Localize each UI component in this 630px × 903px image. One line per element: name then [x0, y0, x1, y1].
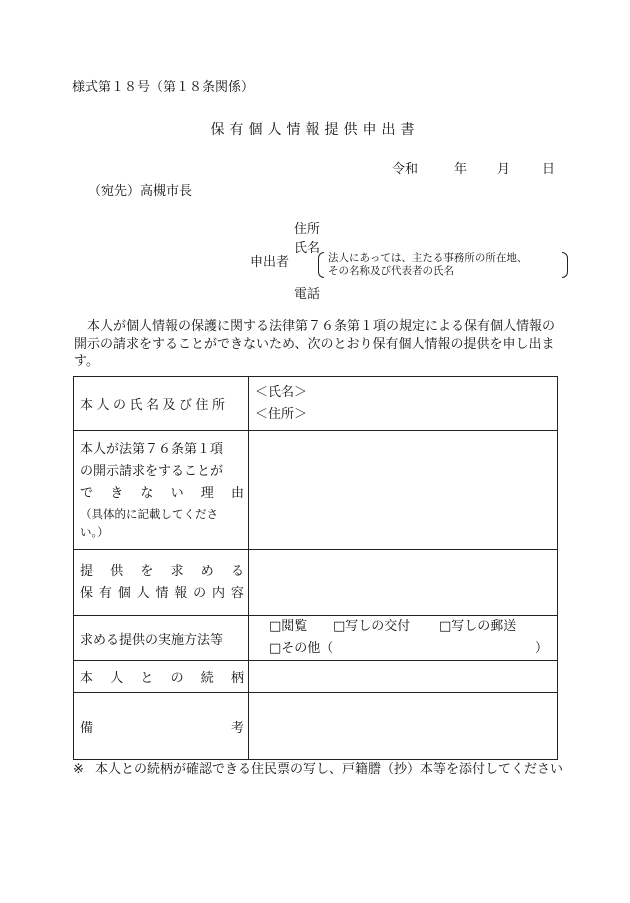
- footnote-text: 本人との続柄が確認できる住民票の写し、戸籍謄（抄）本等を添付してください: [95, 762, 564, 777]
- reason-line2: の開示請求をすることが: [80, 464, 224, 479]
- table-row: [74, 661, 558, 693]
- relationship-value-cell[interactable]: [249, 661, 558, 693]
- remarks-label: 備 考: [80, 720, 244, 736]
- reason-line4: （具体的に記載してくださ: [80, 507, 218, 521]
- option-copy-delivery-checkbox[interactable]: □写しの交付: [333, 619, 411, 634]
- principal-label: [80, 394, 244, 413]
- date-year: 年: [454, 162, 468, 177]
- request-table: [73, 376, 558, 760]
- method-options-line1: [269, 616, 551, 638]
- corporate-note: [318, 252, 568, 278]
- applicant-address-label: 住所: [294, 222, 321, 237]
- method-label-cell: [74, 616, 249, 661]
- principal-label-text: 本人の氏名及び住所: [80, 398, 229, 413]
- content-line1: 提 供 を 求 め る: [80, 563, 244, 579]
- form-number: 様式第１８号（第１８条関係）: [72, 80, 255, 95]
- principal-value-cell[interactable]: [249, 377, 558, 431]
- applicant-name-label: 氏名: [294, 241, 321, 256]
- option-other-checkbox[interactable]: □その他（: [269, 641, 334, 656]
- option-other-close: ）: [535, 641, 549, 656]
- date-line: [392, 158, 555, 177]
- date-era: 令和: [392, 162, 419, 177]
- table-row: [74, 550, 558, 616]
- reason-value-cell[interactable]: [249, 431, 558, 550]
- principal-label-cell: [74, 377, 249, 431]
- applicant-phone-label: 電話: [294, 287, 321, 302]
- option-copy-mail-checkbox[interactable]: □写しの郵送: [439, 619, 517, 634]
- principal-address-placeholder: ＜住所＞: [255, 406, 308, 422]
- date-month: 月: [497, 162, 511, 177]
- reason-line3: で き な い 理 由: [80, 486, 244, 501]
- applicant-label: 申出者: [250, 255, 290, 270]
- addressee: （宛先）高槻市長: [88, 184, 193, 199]
- table-row: [74, 616, 558, 661]
- request-statement: 本人が個人情報の保護に関する法律第７６条第１項の規定による保有個人情報の開示の請求をすることができないため、次のとおり保有個人情報の提供を申し出ます。: [74, 319, 556, 369]
- footnote: [73, 762, 563, 778]
- content-line2: 保 有 個 人 情 報 の 内 容: [80, 585, 244, 601]
- method-label: 求める提供の実施方法等: [80, 632, 224, 648]
- corporate-note-line1: 法人にあっては、主たる事務所の所在地、: [328, 252, 528, 264]
- method-value-cell: [249, 616, 558, 661]
- date-day: 日: [542, 162, 556, 177]
- footnote-mark: ※: [73, 762, 84, 777]
- content-label-cell: [74, 550, 249, 616]
- reason-line1: 本人が法第７６条第１項: [80, 442, 224, 457]
- table-row: [74, 693, 558, 760]
- method-options-line2: [269, 638, 551, 660]
- remarks-value-cell[interactable]: [249, 693, 558, 760]
- principal-name-placeholder: ＜氏名＞: [255, 384, 308, 400]
- relationship-label-cell: [74, 661, 249, 693]
- document-title: 保有個人情報提供申出書: [210, 122, 420, 138]
- content-value-cell[interactable]: [249, 550, 558, 616]
- option-view-checkbox[interactable]: □閲覧: [269, 619, 308, 634]
- corporate-note-line2: その名称及び代表者の氏名: [328, 265, 454, 277]
- remarks-label-cell: [74, 693, 249, 760]
- reason-label-cell: [74, 431, 249, 550]
- table-row: [74, 431, 558, 550]
- relationship-label: 本 人 と の 続 柄: [80, 671, 244, 686]
- reason-line5: い。）: [80, 525, 109, 539]
- table-row: [74, 377, 558, 431]
